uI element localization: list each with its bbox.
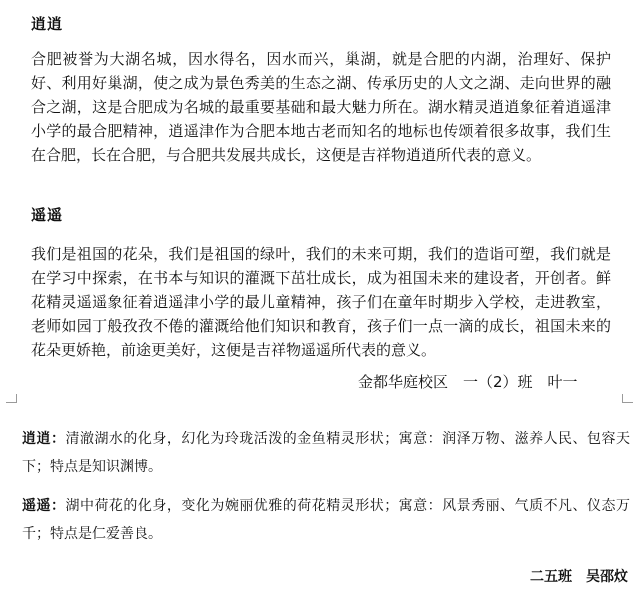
description-xiaoxiao bbox=[22, 425, 630, 481]
section-heading-xiaoxiao: 逍逍 bbox=[31, 15, 64, 33]
description-xiaoxiao-name: 逍逍： bbox=[22, 431, 66, 447]
signature-line-2: 二五班 吴邵炆 bbox=[530, 569, 628, 585]
section-body-yaoyao: 我们是祖国的花朵，我们是祖国的绿叶，我们的未来可期，我们的造诣可塑，我们就是在学习中探索，在书本与知识的灌溉下茁壮成长，成为祖国未来的建设者，开创者。鲜花精灵遥遥象征着逍遥津小学的最儿童精神，孩子们在童年时期步入学校，走进教室，老师如园丁般孜孜不倦的灌溉给他们知识和教育，孩子们一点一滴的成长，祖国未来的花朵更娇艳，前途更美好，这便是吉祥物遥遥所代表的意义。 bbox=[31, 245, 611, 359]
page-corner-mark-right bbox=[622, 394, 633, 403]
description-yaoyao bbox=[22, 492, 630, 548]
signature-line: 金都华庭校区 一（2）班 叶一 bbox=[358, 373, 578, 391]
description-xiaoxiao-text: 清澈湖水的化身，幻化为玲珑活泼的金鱼精灵形状；寓意：润泽万物、滋养人民、包容天下；特点是知识渊博。 bbox=[22, 431, 631, 475]
description-yaoyao-name: 遥遥： bbox=[22, 498, 66, 514]
section-heading-yaoyao: 遥遥 bbox=[31, 206, 64, 224]
page-corner-mark-left bbox=[6, 394, 17, 403]
description-yaoyao-text: 湖中荷花的化身，变化为婉丽优雅的荷花精灵形状；寓意：风景秀丽、气质不凡、仪态万千；特点是仁爱善良。 bbox=[22, 498, 631, 542]
section-body-xiaoxiao: 合肥被誉为大湖名城，因水得名，因水而兴，巢湖，就是合肥的内湖，治理好、保护好、利用好巢湖，使之成为景色秀美的生态之湖、传承历史的人文之湖、走向世界的融合之湖，这是合肥成为名城的最重要基础和最大魅力所在。湖水精灵逍逍象征着逍遥津小学的最合肥精神，逍遥津作为合肥本地古老而知名的地标也传颂着很多故事，我们生在合肥，长在合肥，与合肥共发展共成长，这便是吉祥物逍逍所代表的意义。 bbox=[31, 50, 611, 164]
